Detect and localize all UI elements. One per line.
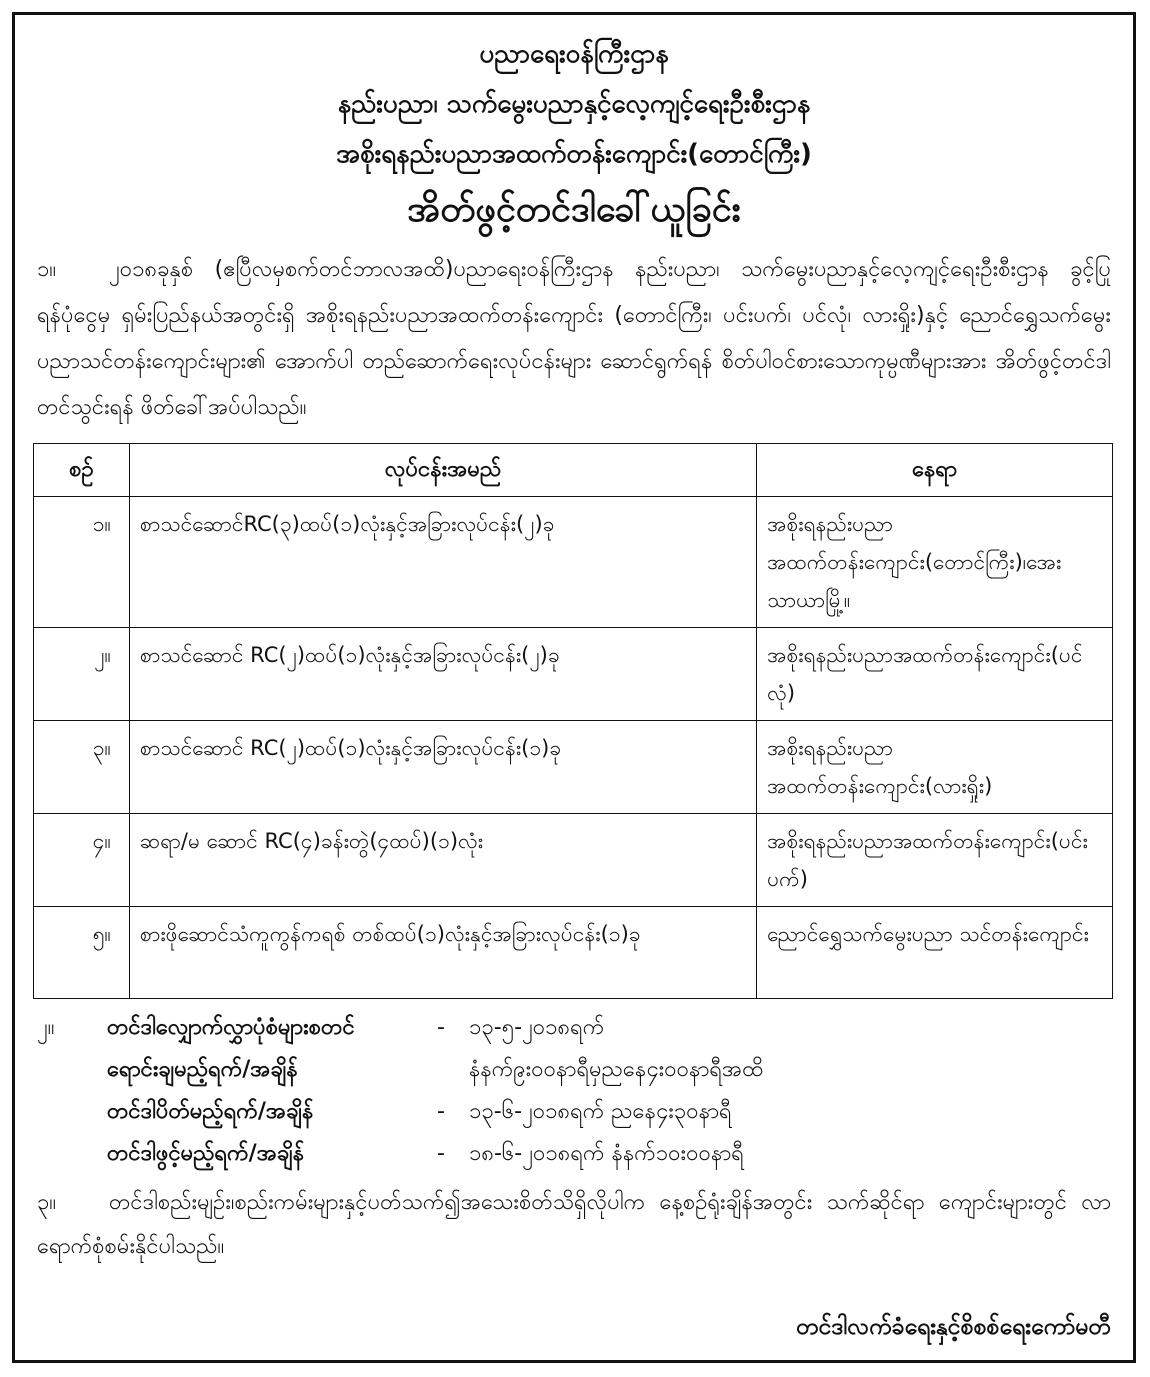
schedule-row bbox=[37, 1007, 1111, 1049]
schedule-section bbox=[37, 1007, 1111, 1175]
signature-committee: တင်ဒါလက်ခံရေးနှင့်စိစစ်ရေးကော်မတီ bbox=[796, 1314, 1111, 1340]
schedule-label: တင်ဒါလျှောက်လွှာပုံစံများစတင် bbox=[107, 1015, 355, 1040]
schedule-row bbox=[37, 1049, 1111, 1091]
outro-text: တင်ဒါစည်းမျဉ်း၊စည်းကမ်းများနှင့်ပတ်သက်၍အသေးစိတ်သိရှိလိုပါက နေ့စဉ်ရုံးချိန်အတွင်း သက်ဆိုင်ရာ ကျောင်းများတွင် လာရောက်စုံစမ်းနိုင်ပါသည်။ bbox=[37, 1190, 1111, 1259]
schedule-row bbox=[37, 1091, 1111, 1133]
notice-frame bbox=[12, 12, 1136, 1363]
header-name: လုပ်ငန်းအမည် bbox=[129, 444, 756, 497]
schedule-dash bbox=[437, 1049, 469, 1091]
intro-paragraph bbox=[37, 247, 1111, 431]
row-name: စာသင်ဆောင်RC(၃)ထပ်(၁)လုံးနှင့်အခြားလုပ်ငန်း(၂)ခု bbox=[129, 497, 756, 628]
notice-title: အိတ်ဖွင့်တင်ဒါခေါ်ယူခြင်း bbox=[407, 189, 741, 230]
row-no: ၃။ bbox=[34, 721, 130, 814]
schedule-value: ၁၃-၅-၂၀၁၈ရက် bbox=[469, 1015, 605, 1040]
schedule-dash: - bbox=[437, 1015, 445, 1040]
row-no: ၅။ bbox=[34, 907, 130, 999]
row-name: စားဖိုဆောင်သံကူကွန်ကရစ် တစ်ထပ်(၁)လုံးနှင့်အခြားလုပ်ငန်း(၁)ခု bbox=[129, 907, 756, 999]
outro-number: ၃။ bbox=[37, 1190, 57, 1215]
row-name: ဆရာ/မ ဆောင် RC(၄)ခန်းတွဲ(၄ထပ်)(၁)လုံး bbox=[129, 814, 756, 907]
row-name: စာသင်ဆောင် RC(၂)ထပ်(၁)လုံးနှင့်အခြားလုပ်ငန်း(၂)ခု bbox=[129, 628, 756, 721]
school-name: အစိုးရနည်းပညာအထက်တန်းကျောင်း(တောင်ကြီး) bbox=[336, 139, 812, 169]
ministry-name: ပညာရေးဝန်ကြီးဌာန bbox=[479, 39, 669, 69]
row-location: အစိုးရနည်းပညာအထက်တန်းကျောင်း(လားရှိုး) bbox=[757, 721, 1113, 814]
header-no: စဉ် bbox=[34, 444, 130, 497]
schedule-label: တင်ဒါဖွင့်မည့်ရက်/အချိန် bbox=[107, 1141, 305, 1166]
schedule-number: ၂။ bbox=[37, 1015, 55, 1040]
row-no: ၁။ bbox=[34, 497, 130, 628]
row-no: ၄။ bbox=[34, 814, 130, 907]
schedule-dash: - bbox=[437, 1141, 445, 1166]
schedule-label: တင်ဒါပိတ်မည့်ရက်/အချိန် bbox=[107, 1099, 314, 1124]
row-location: ညောင်ရွှေသက်မွေးပညာ သင်တန်းကျောင်း bbox=[757, 907, 1113, 999]
schedule-value: ၁၈-၆-၂၀၁၈ရက် နံနက်၁၀း၀၀နာရီ bbox=[469, 1141, 744, 1166]
outro-paragraph bbox=[37, 1181, 1111, 1269]
schedule-value: ၁၃-၆-၂၀၁၈ရက် ညနေ၄း၃၀နာရီ bbox=[469, 1099, 732, 1124]
row-location: အစိုးရနည်းပညာအထက်တန်းကျောင်း(ပင်းပက်) bbox=[757, 814, 1113, 907]
row-location: အစိုးရနည်းပညာအထက်တန်းကျောင်း(တောင်ကြီး)၊အေးသာယာမြို့။ bbox=[757, 497, 1113, 628]
schedule-row bbox=[37, 1133, 1111, 1175]
department-name: နည်းပညာ၊ သက်မွေးပညာနှင့်လေ့ကျင့်ရေးဦးစီးဌာန bbox=[337, 89, 811, 119]
table-row bbox=[34, 721, 1113, 814]
table-row bbox=[34, 907, 1113, 999]
row-name: စာသင်ဆောင် RC(၂)ထပ်(၁)လုံးနှင့်အခြားလုပ်ငန်း(၁)ခု bbox=[129, 721, 756, 814]
intro-number: ၁။ bbox=[37, 257, 57, 282]
row-no: ၂။ bbox=[34, 628, 130, 721]
schedule-label: ရောင်းချမည့်ရက်/အချိန် bbox=[107, 1057, 298, 1082]
intro-text: ၂၀၁၈ခုနှစ် (ဧပြီလမှစက်တင်ဘာလအထိ)ပညာရေးဝန်ကြီးဌာန နည်းပညာ၊ သက်မွေးပညာနှင့်လေ့ကျင့်ရေးဦးစီးဌာန ခွင့်ပြုရန်ပုံငွေမှ ရှမ်းပြည်နယ်အတွင်းရှိ အစိုးရနည်းပညာအထက်တန်းကျောင်း (တောင်ကြီး၊ ပင်းပက်၊ ပင်လုံ၊ လားရှိုး)နှင့် ညောင်ရွှေသက်မွေးပညာသင်တန်းကျောင်းများ၏ အောက်ပါ တည်ဆောက်ရေးလုပ်ငန်းများ ဆောင်ရွက်ရန် စိတ်ပါဝင်စားသောကုမ္ပဏီများအား အိတ်ဖွင့်တင်ဒါတင်သွင်းရန် ဖိတ်ခေါ်အပ်ပါသည်။ bbox=[37, 257, 1111, 420]
table-row bbox=[34, 628, 1113, 721]
works-table bbox=[33, 443, 1113, 999]
schedule-dash: - bbox=[437, 1099, 445, 1124]
table-header-row bbox=[34, 444, 1113, 497]
header-location: နေရာ bbox=[757, 444, 1113, 497]
table-row bbox=[34, 814, 1113, 907]
notice-header bbox=[15, 29, 1133, 239]
schedule-value: နံနက်၉း၀၀နာရီမှညနေ၄း၀၀နာရီအထိ bbox=[469, 1057, 764, 1082]
row-location: အစိုးရနည်းပညာအထက်တန်းကျောင်း(ပင်လုံ) bbox=[757, 628, 1113, 721]
table-row bbox=[34, 497, 1113, 628]
